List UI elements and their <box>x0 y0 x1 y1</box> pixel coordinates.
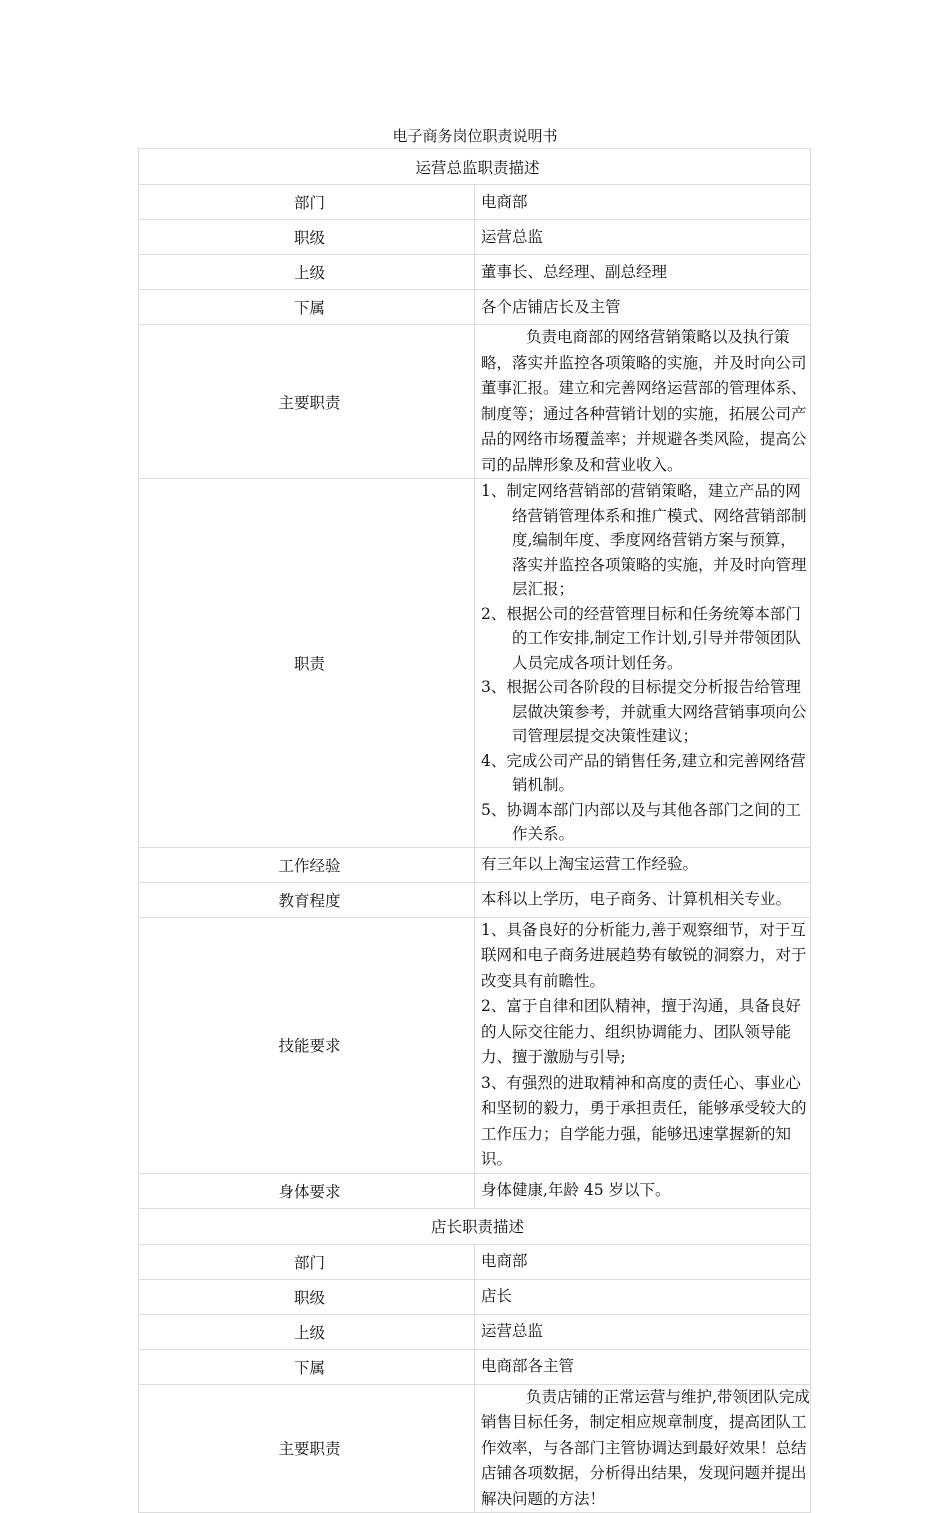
duty-item: 2、根据公司的经营管理目标和任务统筹本部门的工作安排,制定工作计划,引导并带领团队人员完成各项计划任务。 <box>481 604 801 672</box>
value-department: 电商部 <box>475 185 811 220</box>
label-duties: 职责 <box>139 479 475 848</box>
value-main-duty: 负责店铺的正常运营与维护,带领团队完成销售目标任务，制定相应规章制度，提高团队工作效率，与各部门主管协调达到最好效果！总结店铺各项数据，分析得出结果，发现问题并提出解决问题的方法！ <box>475 1384 811 1513</box>
value-subordinate: 电商部各主管 <box>475 1349 811 1384</box>
row-main-duty <box>139 325 811 479</box>
row-duties <box>139 479 811 848</box>
row-department <box>139 1244 811 1279</box>
label-experience: 工作经验 <box>139 847 475 882</box>
value-health: 身体健康,年龄 45 岁以下。 <box>475 1173 811 1208</box>
label-superior: 上级 <box>139 1314 475 1349</box>
section-header-row <box>139 149 811 185</box>
value-superior: 董事长、总经理、副总经理 <box>475 255 811 290</box>
value-education: 本科以上学历，电子商务、计算机相关专业。 <box>475 882 811 917</box>
row-main-duty <box>139 1384 811 1513</box>
skill-item: 3、有强烈的进取精神和高度的责任心、事业心和坚韧的毅力，勇于承担责任，能够承受较大的工作压力；自学能力强，能够迅速掌握新的知识。 <box>481 1073 807 1168</box>
section-heading-operations-director: 运营总监职责描述 <box>139 149 811 185</box>
value-experience: 有三年以上淘宝运营工作经验。 <box>475 847 811 882</box>
duty-item: 3、根据公司各阶段的目标提交分析报告给管理层做决策参考，并就重大网络营销事项向公司管理层提交决策性建议； <box>481 678 807 745</box>
value-level: 运营总监 <box>475 220 811 255</box>
label-subordinate: 下属 <box>139 290 475 325</box>
row-subordinate <box>139 290 811 325</box>
skill-item: 2、富于自律和团队精神，擅于沟通，具备良好的人际交往能力、组织协调能力、团队领导能力、擅于激励与引导; <box>481 997 801 1066</box>
duty-item: 1、制定网络营销部的营销策略，建立产品的网络营销管理体系和推广模式、网络营销部制度,编制年度、季度网络营销方案与预算，落实并监控各项策略的实施，并及时向管理层汇报； <box>481 482 807 598</box>
label-level: 职级 <box>139 220 475 255</box>
document-title: 电子商务岗位职责说明书 <box>392 127 558 145</box>
skills-list <box>475 917 811 1173</box>
row-skills <box>139 917 811 1173</box>
value-level: 店长 <box>475 1279 811 1314</box>
value-main-duty: 负责电商部的网络营销策略以及执行策略，落实并监控各项策略的实施，并及时向公司董事汇报。建立和完善网络运营部的管理体系、制度等；通过各种营销计划的实施，拓展公司产品的网络市场覆盖率；并规避各类风险，提高公司的品牌形象及和营业收入。 <box>475 325 811 479</box>
label-main-duty: 主要职责 <box>139 1384 475 1513</box>
duties-list <box>475 479 811 848</box>
row-level <box>139 220 811 255</box>
label-health: 身体要求 <box>139 1173 475 1208</box>
label-superior: 上级 <box>139 255 475 290</box>
label-subordinate: 下属 <box>139 1349 475 1384</box>
row-health <box>139 1173 811 1208</box>
label-education: 教育程度 <box>139 882 475 917</box>
duty-item: 5、协调本部门内部以及与其他各部门之间的工作关系。 <box>481 800 801 843</box>
duty-item: 4、完成公司产品的销售任务,建立和完善网络营销机制。 <box>481 751 806 794</box>
section-heading-store-manager: 店长职责描述 <box>139 1208 811 1244</box>
row-subordinate <box>139 1349 811 1384</box>
label-main-duty: 主要职责 <box>139 325 475 479</box>
row-experience <box>139 847 811 882</box>
label-department: 部门 <box>139 1244 475 1279</box>
value-superior: 运营总监 <box>475 1314 811 1349</box>
skill-item: 1、具备良好的分析能力,善于观察细节，对于互联网和电子商务进展趋势有敏锐的洞察力，对于改变具有前瞻性。 <box>481 920 807 990</box>
row-department <box>139 185 811 220</box>
value-department: 电商部 <box>475 1244 811 1279</box>
label-department: 部门 <box>139 185 475 220</box>
row-education <box>139 882 811 917</box>
row-level <box>139 1279 811 1314</box>
section-header-row <box>139 1208 811 1244</box>
value-subordinate: 各个店铺店长及主管 <box>475 290 811 325</box>
label-level: 职级 <box>139 1279 475 1314</box>
row-superior <box>139 255 811 290</box>
job-description-table <box>138 148 811 1513</box>
label-skills: 技能要求 <box>139 917 475 1173</box>
